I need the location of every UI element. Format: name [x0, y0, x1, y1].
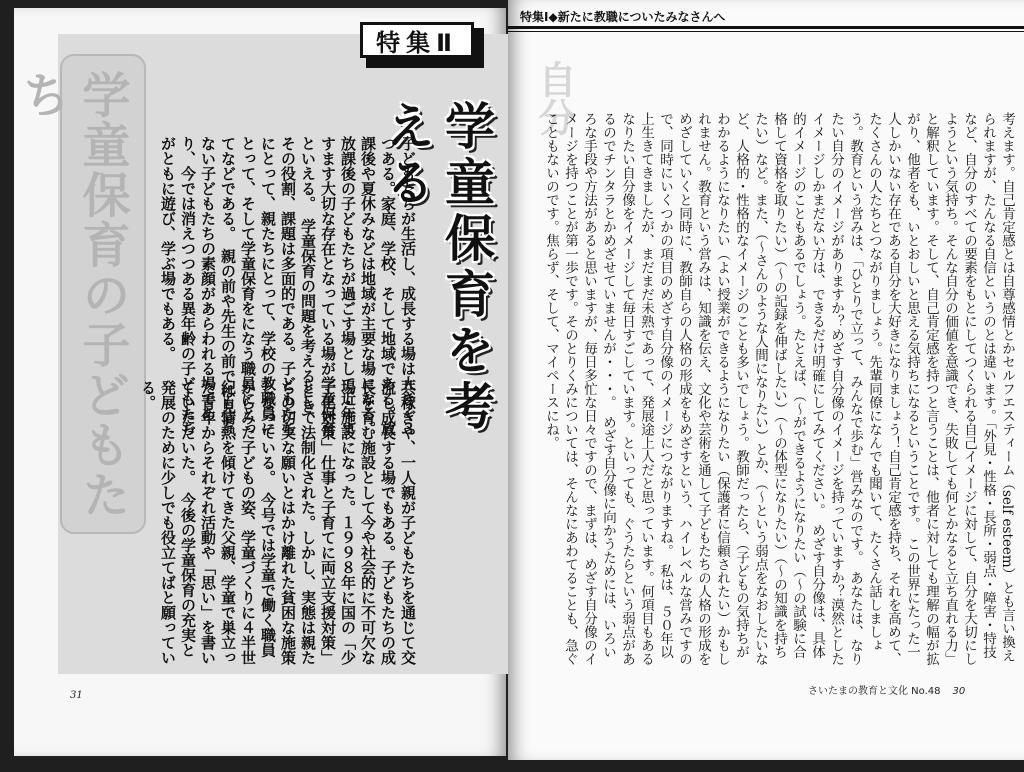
header-rule-thin: [508, 31, 1024, 32]
intro-text-lower: 共稼ぎや、一人親が子どもたちを通じて交流し成長する場でもある。子どもたちの成長を育む施設として今や社会的に不可欠な場・施設になった。１９９８年に国の「少子化対策」仕事と子育てに両立支援対策」として法制化された。しかし、実態は親たちの切実な願いとはかけ離れた貧困な施策となっている。 今号では学童で働く職員からみた子どもの姿、学童づくりに４半世紀も情熱を傾けてきた父親、学童で巣立った青年からそれぞれ活動や「思い」を書いていただいた。 今後の学童保育の充実と発展のために少しでも役立てばと願っている。: [139, 380, 417, 665]
publication-name: さいたまの教育と文化 No.48: [808, 686, 941, 697]
article-body: 考えます。自己肯定感とは自尊感情とかセルフエスティーム（self esteem）とも言い換えられますが、たんなる自信というのとは違います。「外見・性格・長所・弱点・障害・特技など、自分のすべての要素をもとにしてつくられる自己イメージに対して、自分を大切にしようという気持ち。そんな自分の価値を意識でき、失敗しても何とかなると立ち直れる力」と解釈しています。そして、自己肯定感を持つと言うことは、他者に対しても理解の幅が拡がり、他者をも、いとおしいと思える気持ちになるということです。 この世界にたった一人しかいない存在である自分を大好きになりましょう！自己肯定感を持ち、それを高めて、たくさんの人たちとつながりましょう。先輩同僚になんでも聞いて、たくさん話しましょう。教育という営みは、「ひとりで立って、みんなで歩む」営みなのです。 あなたは、なりたい自分のイメージがありますか？めざす自分像のイメージを持っていますか？漠然としたイメージしかまだない方は、できるだけ明確にしてみてください。 めざす自分像は、具体的イメージのこともあるでしょう。たとえば、（～ができるようになりたい（～の試験に合格して資格を取りたい）（～の記録を伸ばしたい）（～の体型になりたい）（～の知識を持ちたい）など。また、（～さんのような人間になりたい）とか、（～という弱点をなおしたいなど、人格的・性格的なイメージのことも多いでしょう。教師だったら、（子どもの気持ちがわかるようになりたい（よい授業ができるようになりたい（保護者に信頼されたい）かもしれません。教育という営みは、知識を伝え、文化や芸術を通して子どもたちの人格の形成をめざしていくと同時に、教師自らの人格の形成をもめざすという、ハイレベルな営みですので、同時にいくつかの項目のめざす自分像のイメージにつながりますね。 私は、５０年以上生きてきましたが、まだまだ未熟であって、発展途上人だと思っています。何項目もあるなりたい自分像をイメージして毎日すごしています。といっても、ぐうたらという弱点があるのでチンタラとかめざせていませんが・・・。 めざす自分像に向かうためには、いろいろな手段や方法があると思いますが、毎日多忙な日々ですので、まずは、めざす自分像のイメージを持つことが第一歩です。そのとりくみについては、そんなにあわてることも、急ぐこともないのです。焦らず、そして、マイペースにね。: [543, 112, 1015, 666]
left-page: [14, 8, 506, 756]
intro-text-upper: 子どもたちが生活し、成長する場は大きく３つある。家庭、学校、そして地域である。放課後や夏休みなどは地域が主要な場になる。放課後の子どもたちが過ごす場として近年ますます大切な存在となっている場が学童保育といえる。 学童保育の問題を考えるとき、その役割、課題は多面的である。子どもたちにとって、親たちにとって、学校の教職員にとって、そして学童保育をになう職員にとってなどである。 親の前や先生の前では見せない子どもたちの素顔があらわれる場であり、今では消えつつある異年齢の子どもたちがともに遊び、学ぶ場でもある。: [159, 136, 417, 436]
page-number-left: 31: [70, 690, 83, 701]
background-side-text: 学童保育の子どもたち: [14, 70, 130, 520]
page-footer: [808, 682, 965, 697]
running-head: 特集Ⅰ◆新たに教職についたみなさんへ: [520, 10, 726, 24]
page-number-right: 30: [952, 686, 966, 697]
bleed-through-text: 自分: [532, 60, 576, 136]
feature-title: 学童保育を考える: [377, 100, 495, 436]
feature-badge: 特集Ⅱ: [360, 22, 474, 58]
right-page: [508, 0, 1024, 760]
header-rule-thick: [508, 26, 1024, 29]
